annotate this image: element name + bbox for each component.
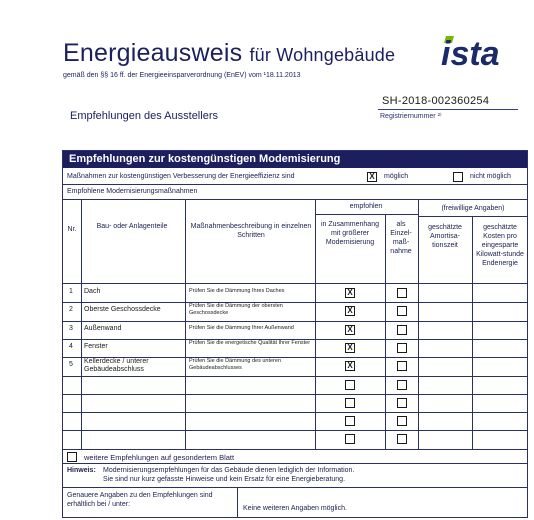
- row-divider: [63, 412, 527, 413]
- table-heading: Empfehlungen zur kostengünstigen Modemisierung: [63, 151, 527, 168]
- single-checkbox[interactable]: [397, 398, 407, 408]
- column-component-header: Bau- oder Anlagenteile: [96, 223, 168, 230]
- single-checkbox[interactable]: [397, 434, 407, 444]
- row-description: Prüfen Sie die Dämmung des unteren Gebäudeabschlusses: [189, 358, 282, 372]
- combined-checkbox[interactable]: X: [345, 343, 355, 353]
- row-divider: [63, 376, 527, 377]
- divider: [63, 487, 527, 488]
- column-amortization-header: geschätzte Amortisa-tionszeit: [428, 224, 462, 249]
- ista-logo: [440, 32, 528, 68]
- row-number: 3: [69, 324, 73, 332]
- single-checkbox[interactable]: [397, 361, 407, 371]
- row-number: 1: [69, 288, 73, 295]
- document-title: [63, 39, 395, 68]
- column-line: [237, 487, 238, 517]
- combined-checkbox[interactable]: [345, 434, 355, 444]
- details-label-1: Genauere Angaben zu den Empfehlungen sind: [67, 492, 213, 499]
- combined-checkbox[interactable]: [345, 380, 355, 390]
- possible-checkbox[interactable]: X: [367, 172, 377, 182]
- section-title: Empfehlungen des Ausstellers: [70, 110, 218, 122]
- row-component: Oberste Geschossdecke: [84, 306, 161, 314]
- row-component: Außenwand: [84, 324, 122, 332]
- divider: [63, 199, 527, 200]
- single-checkbox[interactable]: [397, 380, 407, 390]
- row-description: Prüfen Sie die Dämmung der obersten Geschossdecke: [189, 303, 283, 317]
- column-line: [472, 216, 473, 449]
- column-nr-header: Nr.: [67, 226, 77, 233]
- column-recommended-header: empfohlen: [349, 203, 383, 210]
- single-checkbox[interactable]: [397, 416, 407, 426]
- row-component: Fenster: [84, 342, 108, 350]
- registration-label: Registriernummer ²⁾: [380, 113, 442, 120]
- combined-checkbox[interactable]: X: [345, 325, 355, 335]
- title-main: Energieausweis: [63, 39, 243, 67]
- divider: [315, 214, 418, 215]
- divider: [63, 449, 527, 450]
- row-divider: [63, 430, 527, 431]
- details-value: Keine weiteren Angaben möglich.: [243, 505, 347, 512]
- column-cost-header: geschätzte Kosten pro eingesparte Kilowatt-stunde Endenergie: [476, 224, 524, 267]
- logo-wordmark: ista: [441, 35, 500, 68]
- row-number: 4: [69, 342, 73, 350]
- measures-question: Maßnahmen zur kostengünstigen Verbesserung der Energieeffizienz sind: [67, 173, 295, 180]
- combined-checkbox[interactable]: X: [345, 288, 355, 298]
- further-recommendations-label: weitere Empfehlungen auf gesondertem Blatt: [84, 453, 235, 462]
- divider: [63, 283, 527, 284]
- legal-reference: gemäß den §§ 16 ff. der Energieeinsparverordnung (EnEV) vom ¹18.11.2013: [63, 72, 301, 79]
- column-optional-header: (freiwillige Angaben): [441, 205, 505, 212]
- single-checkbox[interactable]: [397, 343, 407, 353]
- further-recommendations-checkbox[interactable]: [67, 452, 77, 462]
- combined-checkbox[interactable]: [345, 416, 355, 426]
- not-possible-label: nicht möglich: [470, 173, 511, 180]
- registration-number: SH-2018-002360254: [382, 95, 490, 107]
- registration-underline: [378, 109, 518, 110]
- column-single-header: als Einzel-maß-nahme: [390, 221, 412, 255]
- column-line: [385, 214, 386, 449]
- note-line-2: Sie sind nur kurz gefasste Hinweise und kein Ersatz für eine Energieberatung.: [103, 476, 346, 483]
- combined-checkbox[interactable]: [345, 398, 355, 408]
- column-combined-header: in Zusammenhang mit größerer Modernisierung: [321, 221, 379, 246]
- row-number: 5: [69, 361, 73, 369]
- row-description: Prüfen Sie die Dämmung Ihrer Außenwand: [189, 324, 294, 331]
- combined-checkbox[interactable]: X: [345, 306, 355, 316]
- single-checkbox[interactable]: [397, 325, 407, 335]
- title-subtitle: für Wohngebäude: [249, 45, 396, 65]
- row-component: Kellerdecke / unterer Gebäudeabschluss: [84, 358, 149, 374]
- row-number: 2: [69, 306, 73, 314]
- single-checkbox[interactable]: [397, 288, 407, 298]
- row-divider: [63, 394, 527, 395]
- row-component: Dach: [84, 288, 101, 295]
- row-description: Prüfen Sie die Dämmung Ihres Daches: [189, 288, 285, 294]
- divider: [63, 184, 527, 185]
- not-possible-checkbox[interactable]: [453, 172, 463, 182]
- details-label-2: erhältlich bei / unter:: [67, 501, 131, 508]
- note-line-1: Modernisierungsempfehlungen für das Gebäude dienen lediglich der Information.: [103, 467, 355, 474]
- recommended-label: Empfohlene Modernisierungsmaßnahmen: [67, 188, 198, 195]
- divider: [63, 463, 527, 464]
- row-description: Prüfen Sie die energetische Qualität Ihrer Fenster: [189, 339, 311, 346]
- row-divider: [63, 321, 527, 322]
- note-label: Hinweis:: [67, 467, 96, 474]
- possible-label: möglich: [384, 173, 409, 180]
- combined-checkbox[interactable]: X: [345, 361, 355, 371]
- column-description-header: Maßnahmenbeschreibung in einzelnen Schritten: [190, 223, 312, 239]
- single-checkbox[interactable]: [397, 306, 407, 316]
